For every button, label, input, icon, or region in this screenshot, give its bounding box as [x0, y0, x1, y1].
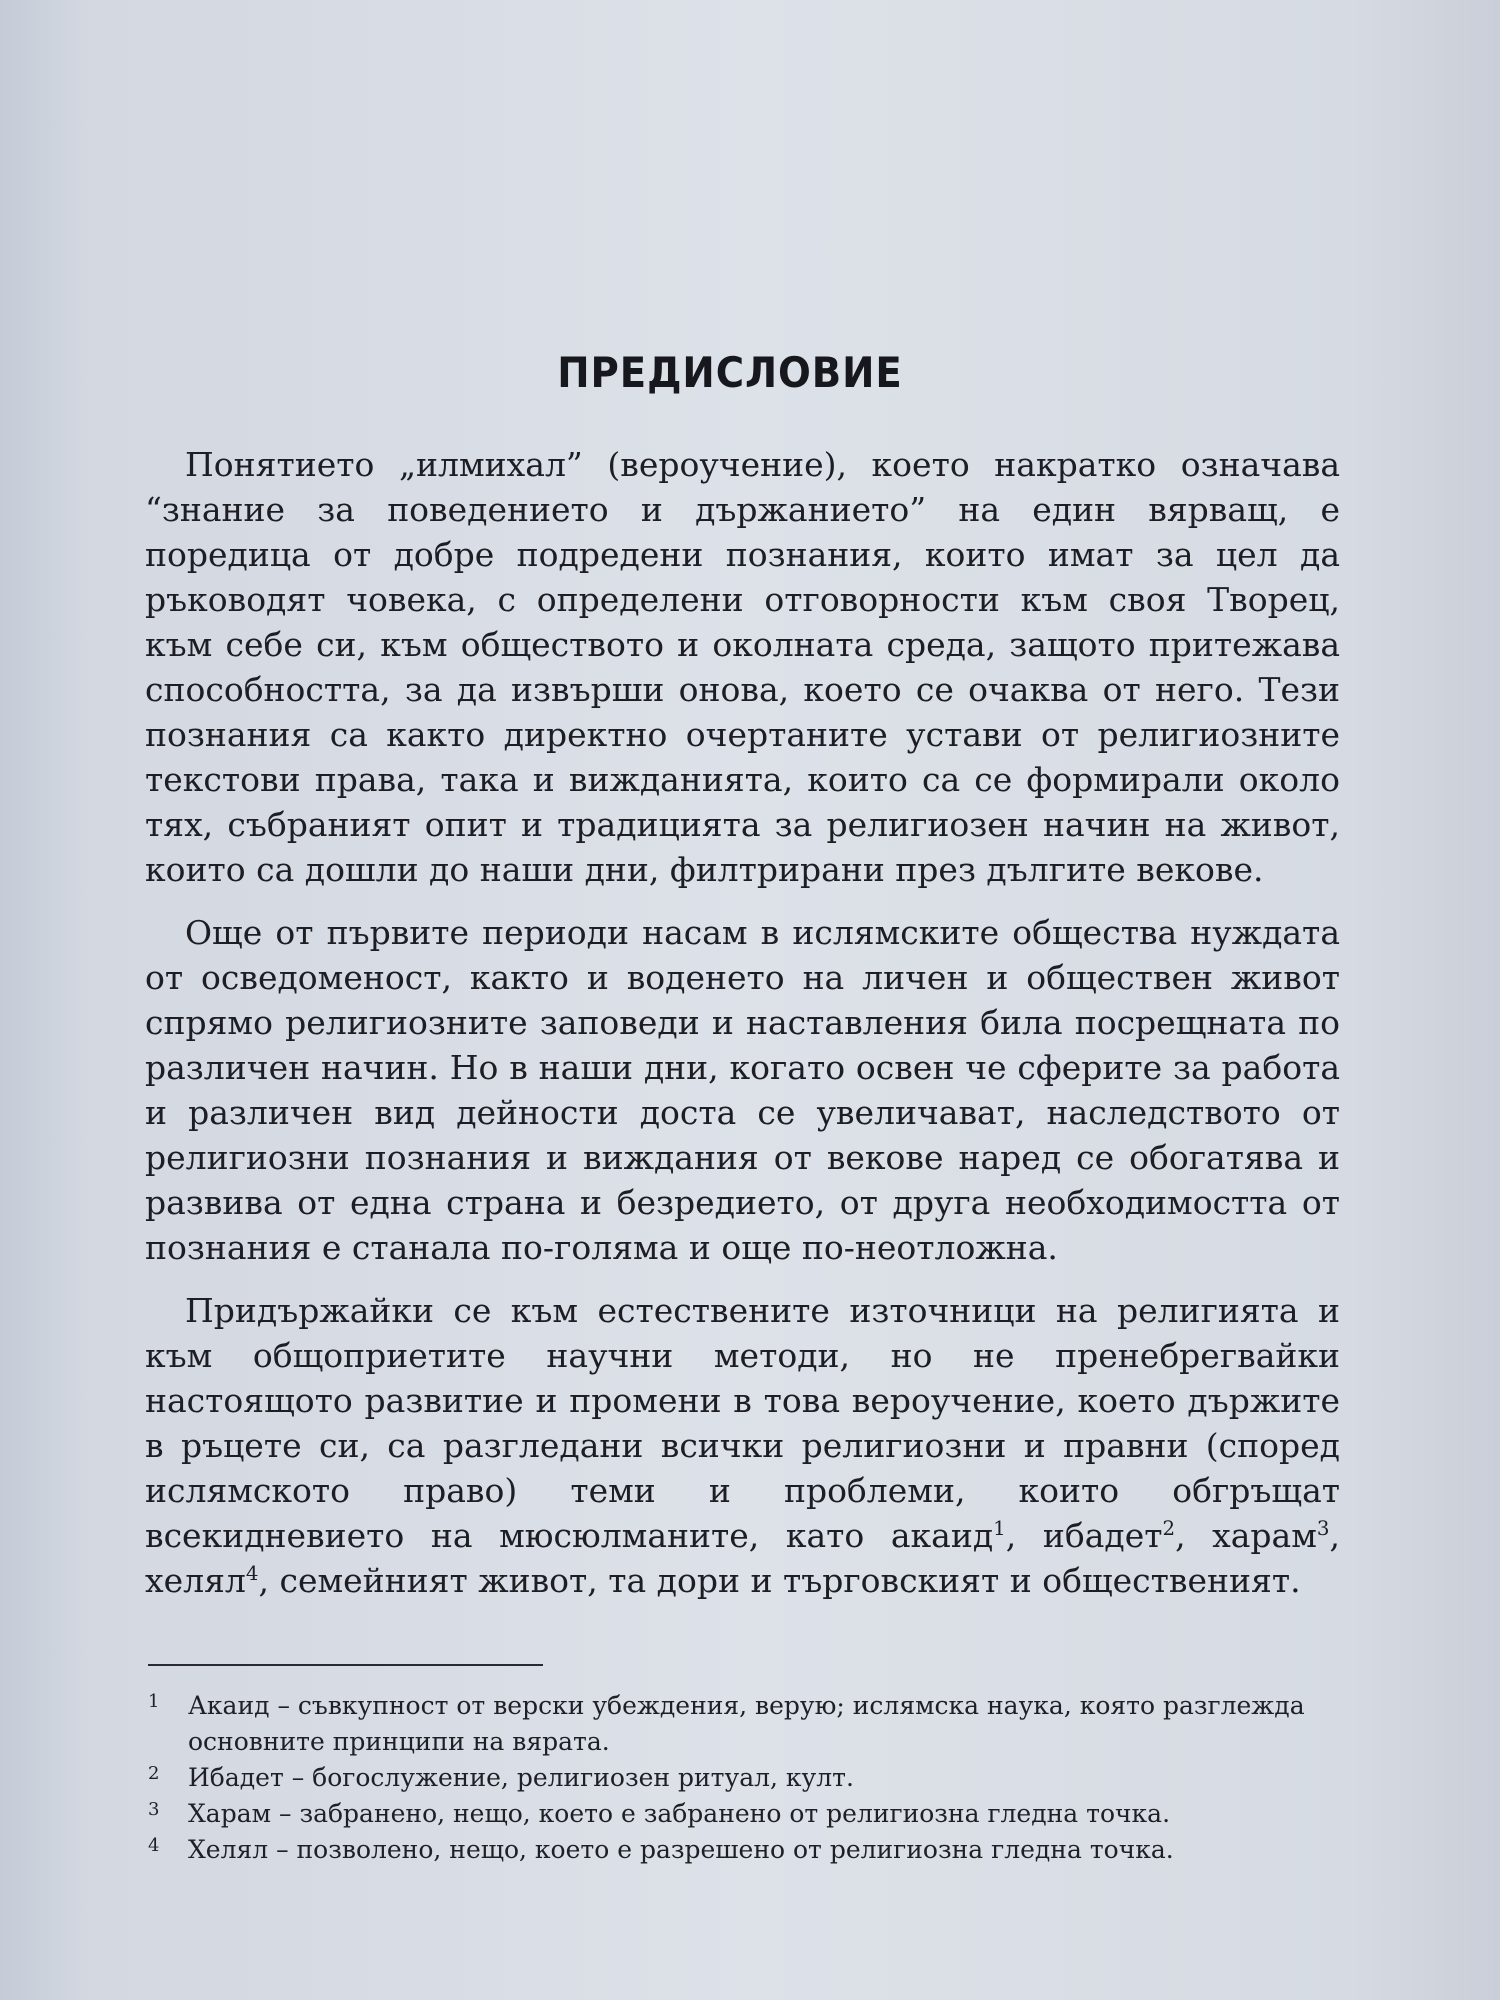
footnote-divider: [148, 1664, 543, 1666]
footnote: [148, 1688, 1348, 1760]
term-ibadet: , ибадет: [1005, 1516, 1163, 1555]
footnote-ref-4: 4: [245, 1562, 259, 1585]
paragraph-3: [145, 1288, 1340, 1603]
term-haram: , харам: [1175, 1516, 1317, 1555]
footnote-text: Акаид – съвкупност от верски убеждения, верую; ислямска наука, която разглежда основните принципи на вярата.: [188, 1691, 1305, 1756]
footnote-ref-2: 2: [1162, 1517, 1176, 1540]
footnote-number: 1: [148, 1691, 160, 1712]
footnote-number: 3: [148, 1799, 160, 1820]
footnote: [148, 1760, 1348, 1796]
paragraph-3-text: Придържайки се към естествените източници на религията и към общоприетите научни методи, но не пренебрегвайки настоящото развитие и промени в това вероучение, което държите в ръцете си, са разгледани всички религиозни и правни (според ислямското право) теми и проблеми, които обгръщат всекидневието на мюсюлманите, като акаид: [145, 1291, 1340, 1555]
footnote: [148, 1832, 1348, 1868]
footnote-text: Хелял – позволено, нещо, което е разрешено от религиозна гледна точка.: [188, 1835, 1174, 1864]
footnote-number: 4: [148, 1835, 160, 1856]
footnote-number: 2: [148, 1763, 160, 1784]
page-title: ПРЕДИСЛОВИЕ: [557, 348, 903, 398]
paragraph-1: Понятието „илмихал” (вероучение), което накратко означава “знание за поведението и държанието” на един вярващ, е поредица от добре подредени познания, които имат за цел да ръководят човека, с определени отговорности към своя Творец, към себе си, към обществото и околната среда, защото притежава способността, за да извърши онова, което се очаква от него. Тези познания са както директно очертаните устави от религиозните текстови права, така и вижданията, които са се формирали около тях, събраният опит и традицията за религиозен начин на живот, които са дошли до наши дни, филтрирани през дългите векове.: [145, 445, 1340, 889]
footnote: [148, 1796, 1348, 1832]
body-text: [145, 442, 1340, 1621]
paragraph-3-end: , семейният живот, та дори и търговският и общественият.: [258, 1561, 1301, 1600]
paragraph-2: Още от първите периоди насам в ислямските общества нуждата от осведоменост, както и воденето на личен и обществен живот спрямо религиозните заповеди и наставления била посрещната по различен начин. Но в наши дни, когато освен че сферите за работа и различен вид дейности доста се увеличават, наследството от религиозни познания и виждания от векове наред се обогатява и развива от една страна и безредието, от друга необходимостта от познания е станала по-голяма и още по-неотложна.: [145, 913, 1340, 1267]
term-helyal: , хелял: [145, 1516, 1340, 1600]
footnote-ref-1: 1: [993, 1517, 1006, 1540]
footnote-text: Ибадет – богослужение, религиозен ритуал, култ.: [188, 1763, 854, 1792]
footnote-ref-3: 3: [1316, 1517, 1330, 1540]
footnotes: [148, 1688, 1348, 1868]
footnote-text: Харам – забранено, нещо, което е забранено от религиозна гледна точка.: [188, 1799, 1171, 1828]
